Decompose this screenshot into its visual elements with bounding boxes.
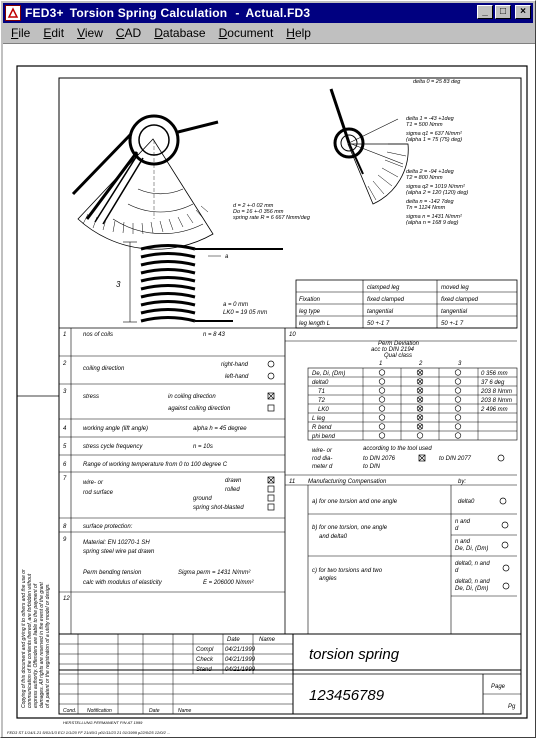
svg-text:right-hand: right-hand: [221, 362, 249, 368]
svg-text:0 356 mm: 0 356 mm: [481, 371, 508, 377]
window-title-separator: -: [235, 6, 240, 20]
svg-text:rolled: rolled: [225, 487, 240, 493]
svg-text:of a patent or the registratio: of a patent or the registration of a utility model or design.: [45, 583, 51, 708]
svg-text:04/21/1999: 04/21/1999: [225, 657, 256, 663]
against-coiling-checkbox[interactable]: [268, 405, 274, 411]
svg-text:Perm bending tension: Perm bending tension: [83, 570, 142, 576]
svg-text:leg type: leg type: [299, 309, 321, 315]
menu-document[interactable]: Document: [218, 26, 274, 40]
svg-text:moved leg: moved leg: [441, 285, 469, 291]
copyright-note: [21, 569, 51, 708]
sheet-border: [17, 66, 527, 718]
svg-text:Perm Deviation: Perm Deviation: [378, 341, 420, 347]
svg-text:n and: n and: [455, 519, 471, 525]
deviation-class-check: [418, 370, 423, 375]
deviation-class-radio[interactable]: [455, 424, 461, 430]
svg-text:L leg: L leg: [312, 416, 325, 422]
title-bar[interactable]: [3, 3, 533, 23]
window-title-app: FED3+: [25, 6, 64, 20]
deviation-class-radio[interactable]: [379, 406, 385, 412]
svg-text:angles: angles: [319, 576, 337, 582]
comp-c2-radio[interactable]: [503, 583, 509, 589]
deviation-class-check: [418, 406, 423, 411]
svg-text:sigma n = 1431 N/mm²: sigma n = 1431 N/mm²: [406, 214, 462, 220]
svg-text:acc to DIN 2194: acc to DIN 2194: [371, 347, 415, 353]
svg-text:delta0: delta0: [312, 380, 329, 386]
svg-text:express authority. Offenders a: express authority. Offenders are liable to the payment of: [33, 583, 39, 708]
svg-text:sigma q1 = 637 N/mm²: sigma q1 = 637 N/mm²: [406, 131, 462, 137]
deviation-class-radio[interactable]: [379, 415, 385, 421]
svg-text:Name: Name: [178, 708, 192, 714]
svg-text:d: d: [455, 526, 459, 532]
svg-text:7: 7: [63, 476, 67, 482]
svg-text:T1: T1: [318, 389, 326, 395]
leg-table: [296, 280, 517, 328]
svg-text:according to the tool used: according to the tool used: [363, 446, 432, 452]
svg-text:10: 10: [289, 332, 296, 338]
left-hand-radio[interactable]: [268, 373, 274, 379]
svg-text:meter d: meter d: [312, 464, 333, 470]
title-block: [59, 634, 521, 714]
window-file-name: Actual.FD3: [245, 6, 311, 20]
menu-file[interactable]: File: [11, 26, 31, 40]
shot-blasted-checkbox[interactable]: [268, 504, 274, 510]
svg-text:stress cycle frequency: stress cycle frequency: [83, 444, 143, 450]
svg-text:Sigma perm = 1431 N/mm²: Sigma perm = 1431 N/mm²: [178, 570, 251, 576]
deviation-class-check: [418, 415, 423, 420]
svg-text:E = 206000 N/mm²: E = 206000 N/mm²: [203, 580, 254, 586]
lk0-value: LK0 = 19 05 mm: [223, 310, 268, 316]
menu-edit[interactable]: Edit: [43, 26, 65, 40]
svg-text:rod dia-: rod dia-: [312, 456, 333, 462]
svg-text:Check: Check: [196, 657, 214, 663]
deviation-class-check: [418, 379, 423, 384]
svg-text:delta0, n and: delta0, n and: [455, 561, 490, 567]
svg-text:left-hand: left-hand: [225, 374, 249, 380]
din2077-radio[interactable]: [498, 455, 504, 461]
svg-text:Compl: Compl: [196, 647, 214, 653]
menu-view[interactable]: View: [77, 26, 103, 40]
svg-text:De, Di, (Dm): De, Di, (Dm): [312, 371, 346, 377]
svg-text:(alpha n = 168 9 deg): (alpha n = 168 9 deg): [406, 220, 459, 226]
svg-text:04/21/1999: 04/21/1999: [225, 647, 256, 653]
svg-text:Material: EN 10270-1 SH: Material: EN 10270-1 SH: [83, 540, 150, 546]
svg-text:4: 4: [63, 426, 67, 432]
close-button[interactable]: ×: [515, 5, 531, 19]
spring-angle-view: [331, 79, 468, 226]
svg-text:Date: Date: [227, 637, 240, 643]
svg-text:Stand: Stand: [196, 667, 212, 673]
svg-text:wire- or: wire- or: [83, 480, 104, 486]
svg-text:Range of working temperature f: Range of working temperature from 0 to 100 degree C: [83, 462, 228, 468]
deviation-class-radio[interactable]: [455, 433, 461, 439]
wire-diameter-text: d = 2 +-0 02 mm: [233, 203, 274, 209]
svg-text:delta0: delta0: [458, 499, 475, 505]
footer-line-1: HERSTELLUNG PERMANENT P/N AT 1999: [63, 720, 143, 725]
technical-drawing: [3, 44, 535, 738]
svg-text:c) for two torsions and two: c) for two torsions and two: [312, 568, 383, 574]
svg-text:by:: by:: [458, 479, 467, 485]
svg-text:damages. All rights are reserv: damages. All rights are reserved in the event of the grant: [39, 582, 45, 708]
svg-text:1: 1: [379, 361, 383, 367]
deviation-class-radio[interactable]: [379, 397, 385, 403]
deviation-class-radio[interactable]: [455, 406, 461, 412]
svg-text:delta 1 = -43 +1deg: delta 1 = -43 +1deg: [406, 116, 454, 122]
svg-text:(alpha 2 = 120 (120) deg): (alpha 2 = 120 (120) deg): [406, 190, 469, 196]
svg-text:and delta0: and delta0: [319, 534, 348, 540]
svg-text:Date: Date: [149, 708, 160, 714]
deviation-class-radio[interactable]: [455, 388, 461, 394]
window-title: Torsion Spring Calculation: [69, 6, 228, 20]
menu-cad[interactable]: CAD: [115, 26, 142, 40]
deviation-class-check: [418, 388, 423, 393]
svg-text:fixed clamped: fixed clamped: [367, 297, 405, 303]
svg-text:communication of the contents: communication of the contents thereof, are forbidden without: [27, 573, 33, 708]
svg-text:3: 3: [116, 280, 121, 289]
deviation-class-radio[interactable]: [455, 370, 461, 376]
svg-text:fixed clamped: fixed clamped: [441, 297, 479, 303]
svg-text:tangential: tangential: [367, 309, 394, 315]
svg-text:2 496 mm: 2 496 mm: [481, 407, 508, 413]
deviation-class-radio[interactable]: [379, 433, 385, 439]
svg-text:a: a: [225, 254, 229, 260]
svg-text:Qual class: Qual class: [384, 353, 413, 359]
svg-text:3: 3: [458, 361, 462, 367]
svg-text:Cond.: Cond.: [63, 708, 77, 714]
deviation-class-radio[interactable]: [455, 397, 461, 403]
outer-diameter-text: Do = 16 +-0 356 mm: [233, 209, 284, 215]
delta0-text: delta 0 = 25 83 deg: [413, 79, 461, 85]
deviation-class-radio[interactable]: [379, 379, 385, 385]
svg-text:nos of coils: nos of coils: [83, 332, 114, 338]
svg-text:working angle (lift angle): working angle (lift angle): [83, 426, 149, 432]
svg-text:n and: n and: [455, 539, 471, 545]
svg-text:Name: Name: [259, 637, 276, 643]
menu-help[interactable]: Help: [286, 26, 311, 40]
svg-text:a) for one torsion and one ang: a) for one torsion and one angle: [312, 499, 398, 505]
svg-text:De, Di, (Dm): De, Di, (Dm): [455, 546, 489, 552]
comp-b2-radio[interactable]: [502, 542, 508, 548]
svg-text:clamped leg: clamped leg: [367, 285, 400, 291]
rolled-checkbox[interactable]: [268, 486, 274, 492]
app-icon[interactable]: [5, 5, 21, 21]
svg-text:37 6 deg: 37 6 deg: [481, 380, 505, 386]
svg-text:203 8 Nmm: 203 8 Nmm: [481, 398, 513, 404]
deviation-class-radio[interactable]: [455, 379, 461, 385]
svg-text:5: 5: [63, 444, 67, 450]
svg-text:sigma q2 = 1019 N/mm²: sigma q2 = 1019 N/mm²: [406, 184, 465, 190]
right-hand-radio[interactable]: [268, 361, 274, 367]
svg-text:1: 1: [63, 332, 67, 338]
svg-text:6: 6: [63, 462, 67, 468]
svg-text:Pg: Pg: [508, 704, 516, 710]
svg-text:50 +-1 7: 50 +-1 7: [367, 321, 390, 327]
svg-text:delta 2 = -94 +1deg: delta 2 = -94 +1deg: [406, 169, 454, 175]
deviation-class-radio[interactable]: [455, 415, 461, 421]
maximize-button[interactable]: □: [495, 5, 511, 19]
comp-b1-radio[interactable]: [502, 522, 508, 528]
svg-text:Page: Page: [491, 684, 506, 690]
deviation-class-radio[interactable]: [379, 370, 385, 376]
svg-text:in coiling direction: in coiling direction: [168, 394, 216, 400]
deviation-class-check: [418, 424, 423, 429]
svg-text:calc with modulus of elastici: calc with modulus of elasticity: [83, 580, 162, 586]
spring-front-view: [73, 116, 311, 249]
spring-rate-text: spring rate R = 6 667 Nmm/deg: [233, 215, 310, 221]
svg-text:Notification: Notification: [87, 708, 112, 714]
svg-text:to DIN 2077: to DIN 2077: [439, 456, 472, 462]
footer-line-2: FED3 ST 1/14/1.21 5/01/1/3 ECI 1/1/20 FF 21/40/1 p01/11/23 21 01/1999 p22/0/25 12/0/2 ...: [7, 730, 171, 735]
spring-side-view: [116, 242, 283, 322]
drawing-canvas[interactable]: [3, 43, 535, 737]
svg-text:delta n = -142 7deg: delta n = -142 7deg: [406, 199, 454, 205]
menu-bar: [3, 24, 533, 42]
deviation-class-radio[interactable]: [417, 433, 423, 439]
svg-text:2: 2: [419, 361, 423, 367]
svg-text:b) for one torsion, one angle: b) for one torsion, one angle: [312, 525, 388, 531]
deviation-table: [285, 332, 517, 470]
a-value: a = 0 mm: [223, 302, 249, 308]
svg-text:spring shot-blasted: spring shot-blasted: [193, 505, 244, 511]
svg-text:to DIN 2076: to DIN 2076: [363, 456, 396, 462]
menu-database[interactable]: Database: [154, 26, 206, 40]
svg-text:11: 11: [289, 479, 296, 485]
svg-text:203 8 Nmm: 203 8 Nmm: [481, 389, 513, 395]
svg-text:T2 = 800 Nmm: T2 = 800 Nmm: [406, 175, 443, 181]
svg-text:alpha h = 45 degree: alpha h = 45 degree: [193, 426, 247, 432]
comp-c1-radio[interactable]: [503, 565, 509, 571]
svg-text:(alpha 1 = 75 (75) deg): (alpha 1 = 75 (75) deg): [406, 137, 463, 143]
svg-text:rod surface: rod surface: [83, 490, 114, 496]
svg-text:Tn = 1124 Nmm: Tn = 1124 Nmm: [406, 205, 446, 211]
compensation-table: [285, 475, 517, 634]
minimize-button[interactable]: _: [477, 5, 493, 19]
svg-text:surface protection:: surface protection:: [83, 524, 133, 530]
svg-text:coiling direction: coiling direction: [83, 366, 125, 372]
svg-text:04/21/1999: 04/21/1999: [225, 667, 256, 673]
svg-text:n = 8 43: n = 8 43: [203, 332, 225, 338]
svg-text:LK0: LK0: [318, 407, 329, 413]
svg-text:ground: ground: [193, 496, 212, 502]
svg-text:Manufacturing Compensation: Manufacturing Compensation: [308, 479, 387, 485]
svg-text:against coiling direction: against coiling direction: [168, 406, 231, 412]
svg-text:phi bend: phi bend: [312, 434, 336, 440]
svg-text:leg length L: leg length L: [299, 321, 331, 327]
svg-text:Fixation: Fixation: [299, 297, 321, 303]
svg-text:delta0, n and: delta0, n and: [455, 579, 490, 585]
svg-text:to DIN: to DIN: [363, 464, 381, 470]
svg-text:50 +-1 7: 50 +-1 7: [441, 321, 464, 327]
part-name: torsion spring: [309, 646, 400, 663]
svg-text:9: 9: [63, 537, 67, 543]
svg-text:T1 = 500 Nmm: T1 = 500 Nmm: [406, 122, 443, 128]
part-number: 123456789: [309, 687, 385, 704]
svg-text:n = 10s: n = 10s: [193, 444, 213, 450]
svg-text:spring steel wire pat drawn: spring steel wire pat drawn: [83, 549, 155, 555]
svg-text:wire- or: wire- or: [312, 448, 333, 454]
svg-text:De, Di, (Dm): De, Di, (Dm): [455, 586, 489, 592]
svg-text:R bend: R bend: [312, 425, 332, 431]
svg-text:2: 2: [63, 361, 67, 367]
svg-text:drawn: drawn: [225, 478, 242, 484]
svg-text:stress: stress: [83, 394, 100, 400]
svg-text:T2: T2: [318, 398, 326, 404]
deviation-class-check: [418, 397, 423, 402]
comp-a-radio[interactable]: [500, 498, 506, 504]
svg-text:12: 12: [63, 596, 70, 602]
deviation-class-radio[interactable]: [379, 388, 385, 394]
svg-text:3: 3: [63, 389, 67, 395]
spec-sections: [59, 328, 517, 634]
svg-text:Copying of this document and g: Copying of this document and giving it to others and the use or: [21, 569, 27, 708]
svg-text:d: d: [455, 568, 459, 574]
ground-checkbox[interactable]: [268, 495, 274, 501]
svg-text:8: 8: [63, 524, 67, 530]
svg-text:tangential: tangential: [441, 309, 468, 315]
deviation-class-radio[interactable]: [379, 424, 385, 430]
